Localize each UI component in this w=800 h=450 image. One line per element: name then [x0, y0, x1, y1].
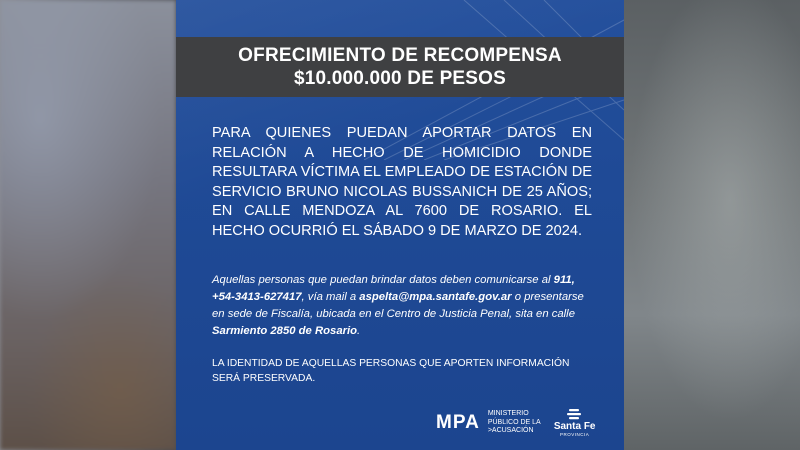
- title-line-2: $10.000.000 DE PESOS: [293, 68, 507, 89]
- background-right-blur: [620, 0, 800, 450]
- title-line-1: OFRECIMIENTO DE RECOMPENSA: [238, 45, 562, 66]
- ministerio-line-3: >ACUSACIÓN: [487, 427, 534, 435]
- contact-address: Sarmiento 2850 de Rosario: [212, 325, 358, 337]
- contact-phones: 911, +54-3413-627417: [212, 274, 575, 303]
- santafe-sub: PROVINCIA: [560, 432, 590, 437]
- santafe-emblem-icon: [566, 409, 584, 421]
- case-description: PARA QUIENES PUEDAN APORTAR DATOS EN RELACIÓN A HECHO DE HOMICIDIO DONDE RESULTARA VÍCTIMA EL EMPLEADO DE ESTACIÓN DE SERVICIO BRUNO NICOLAS BUSSANICH DE 25 AÑOS; EN CALLE MENDOZA AL 7600 DE ROSARIO. EL HECHO OCURRIÓ EL SÁBADO 9 DE MARZO DE 2024.: [212, 125, 592, 239]
- ministerio-line-2: PÚBLICO DE LA: [487, 418, 541, 426]
- title-band: [176, 37, 624, 97]
- footer-logos: [436, 406, 620, 440]
- santafe-name: Santa Fe: [553, 421, 596, 432]
- contact-info: [212, 272, 592, 340]
- background-left-blur: [0, 0, 176, 450]
- contact-email: aspelta@mpa.santafe.gov.ar: [359, 291, 512, 303]
- ministerio-line-1: MINISTERIO: [487, 410, 529, 418]
- identity-notice: LA IDENTIDAD DE AQUELLAS PERSONAS QUE APORTEN INFORMACIÓN SERÁ PRESERVADA.: [212, 358, 570, 384]
- ministerio-label: [488, 410, 550, 436]
- contact-intro: Aquellas personas que puedan brindar datos deben comunicarse al: [212, 274, 551, 286]
- mpa-logo: MPA: [436, 412, 480, 433]
- contact-mail-prefix: , vía mail a: [301, 291, 357, 303]
- reward-poster: [176, 0, 624, 450]
- contact-middle: o presentarse en sede de Fiscalía, ubicada en el Centro de Justicia Penal, sita en calle: [212, 291, 584, 320]
- contact-end: .: [357, 325, 361, 337]
- santafe-logo: [554, 409, 596, 437]
